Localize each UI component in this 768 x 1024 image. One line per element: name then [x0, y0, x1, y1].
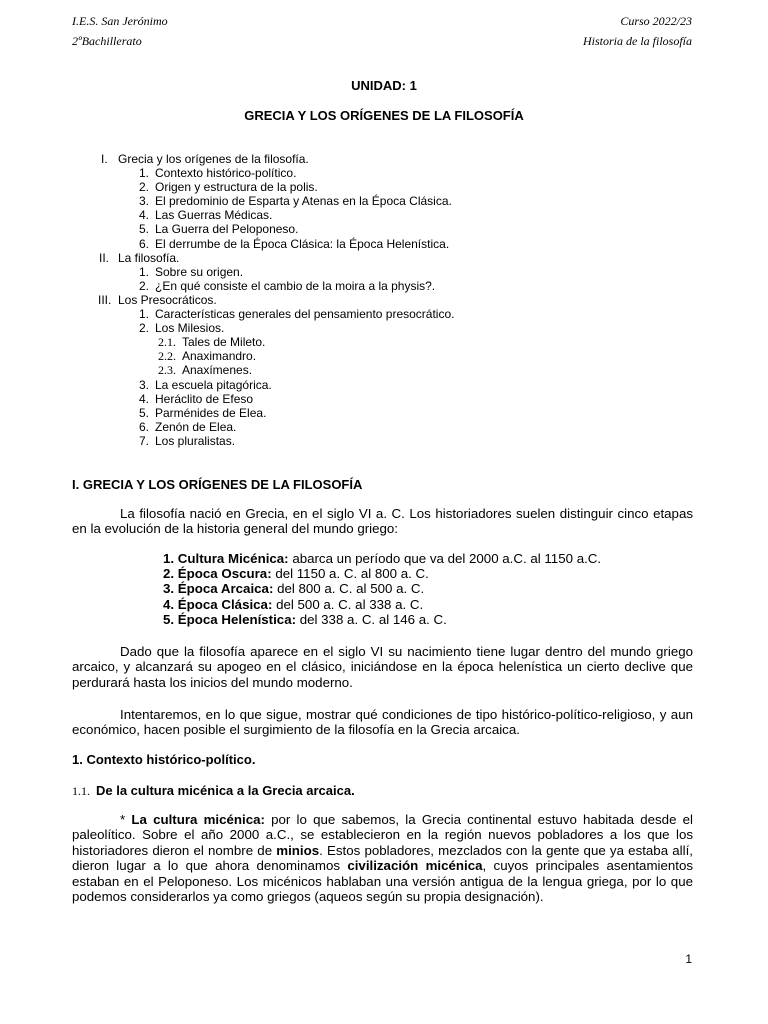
toc-item-number: 3.	[138, 377, 149, 392]
p4-text: , cuyos principales asentamientos estaban en el Peloponeso. Los micénicos hablaban una versión antigua de la lengua griega, por lo que podemos considerarlos ya como griegos (aqueos según su propia designación).	[72, 858, 694, 905]
toc-item-number: 5.	[138, 405, 149, 420]
toc-item-number: 3.	[138, 194, 149, 209]
etapa-text: del 500 a. C. al 338 a. C.	[272, 596, 424, 612]
etapa-label: 2. Época Oscura:	[163, 566, 272, 582]
toc-item-number: 1.	[138, 307, 149, 322]
header-school: I.E.S. San Jerónimo	[72, 14, 168, 28]
toc-item	[0, 222, 768, 236]
subsubsection-number: 1.1.	[72, 784, 90, 798]
toc-item-label: Las Guerras Médicas.	[155, 208, 273, 223]
toc-item	[0, 378, 768, 392]
etapa-text: abarca un período que va del 2000 a.C. al 1150 a.C.	[288, 551, 602, 566]
header-subject: Historia de la filosofía	[582, 34, 692, 48]
toc-item	[0, 208, 768, 222]
etapas-list	[163, 551, 601, 627]
etapa-item	[163, 612, 601, 627]
toc-item-label: El predominio de Esparta y Atenas en la Época Clásica.	[155, 194, 452, 209]
subsubsection-title: De la cultura micénica a la Grecia arcaica.	[96, 783, 355, 798]
toc-item	[0, 420, 768, 434]
toc-item-number: 2.	[138, 278, 149, 293]
toc-item-label: Tales de Mileto.	[182, 335, 266, 350]
toc-item-label: Los Presocráticos.	[118, 292, 217, 307]
toc-item	[0, 434, 768, 448]
etapa-label: 3. Época Arcaica:	[163, 581, 274, 597]
toc-item-label: El derrumbe de la Época Clásica: la Época Helenística.	[155, 236, 450, 251]
toc-item	[0, 293, 768, 307]
toc-item-number: 5.	[138, 222, 149, 237]
toc-item-label: Características generales del pensamiento presocrático.	[155, 307, 455, 322]
toc-item-label: Parménides de Elea.	[155, 405, 267, 420]
p4-text: *	[120, 812, 132, 827]
toc-item-label: La Guerra del Peloponeso.	[155, 222, 299, 237]
paragraph-3: Intentaremos, en lo que sigue, mostrar qué condiciones de tipo histórico-político-religioso, y aun económico, hacen posible el surgimiento de la filosofía en la Grecia arcaica.	[72, 707, 693, 738]
toc-item-number: 2.	[138, 321, 149, 336]
toc-item	[0, 279, 768, 293]
toc-item-label: Heráclito de Efeso	[155, 391, 254, 406]
etapa-item	[163, 581, 601, 596]
toc-item-label: Sobre su origen.	[155, 264, 244, 279]
toc-item	[0, 152, 768, 166]
table-of-contents	[0, 152, 768, 448]
etapa-text: del 800 a. C. al 500 a. C.	[273, 581, 425, 597]
toc-item	[0, 180, 768, 194]
toc-item	[0, 166, 768, 180]
etapa-label: 4. Época Clásica:	[163, 596, 273, 612]
paragraph-2: Dado que la filosofía aparece en el siglo VI su nacimiento tiene lugar dentro del mundo griego arcaico, y alcanzará su apogeo en el clásico, iniciándose en la época helenística un cierto declive que perdurará hasta los inicios del mundo moderno.	[72, 644, 693, 690]
etapa-text: del 1150 a. C. al 800 a. C.	[271, 566, 429, 582]
toc-item-number: 7.	[138, 433, 149, 448]
header-level: 2ºBachillerato	[72, 34, 142, 48]
etapa-label: 1. Cultura Micénica:	[163, 551, 289, 566]
intro-paragraph: La filosofía nació en Grecia, en el siglo VI a. C. Los historiadores suelen distinguir cinco etapas en la evolución de la historia general del mundo griego:	[72, 506, 693, 537]
page-number: 1	[685, 952, 692, 966]
toc-item-label: Grecia y los orígenes de la filosofía.	[118, 152, 309, 166]
toc-item	[0, 265, 768, 279]
toc-item-label: Los Milesios.	[155, 321, 225, 336]
toc-item-number: 1.	[138, 166, 149, 181]
p4-bold: minios	[276, 842, 320, 858]
toc-item-number: 2.3.	[158, 363, 176, 378]
toc-item-number: 2.	[138, 180, 149, 195]
p4-bold: La cultura micénica:	[131, 812, 265, 827]
toc-item	[0, 237, 768, 251]
toc-item-label: La filosofía.	[118, 250, 180, 265]
toc-item-number: III.	[98, 292, 112, 307]
toc-item	[0, 392, 768, 406]
toc-item-label: Zenón de Elea.	[155, 419, 237, 434]
toc-item-number: 2.2.	[158, 349, 176, 364]
section-title: I. GRECIA Y LOS ORÍGENES DE LA FILOSOFÍA	[72, 477, 363, 492]
etapa-label: 5. Época Helenística:	[163, 611, 297, 627]
toc-item	[0, 406, 768, 420]
toc-item-label: Contexto histórico-político.	[155, 166, 297, 181]
toc-item	[0, 363, 768, 377]
toc-item-number: 2.1.	[158, 335, 176, 350]
toc-item	[0, 307, 768, 321]
toc-item-number: 6.	[138, 419, 149, 434]
unit-title: UNIDAD: 1	[351, 78, 417, 93]
unit-subtitle: GRECIA Y LOS ORÍGENES DE LA FILOSOFÍA	[244, 108, 524, 123]
toc-item	[0, 251, 768, 265]
toc-item-number: 1.	[138, 264, 149, 279]
paragraph-4	[72, 812, 693, 904]
toc-item-number: 6.	[138, 236, 149, 251]
toc-item	[0, 349, 768, 363]
toc-item-number: 4.	[138, 391, 149, 406]
etapa-item	[163, 566, 601, 581]
toc-item-label: La escuela pitagórica.	[155, 377, 272, 392]
header-course: Curso 2022/23	[620, 14, 692, 28]
toc-item-label: Anaximandro.	[182, 349, 257, 364]
toc-item-label: Anaxímenes.	[182, 363, 253, 378]
toc-item-number: I.	[101, 152, 108, 166]
etapa-item	[163, 551, 601, 566]
toc-item	[0, 321, 768, 335]
subsection-title: 1. Contexto histórico-político.	[72, 752, 256, 767]
toc-item-number: II.	[99, 250, 110, 265]
p4-text: . Estos pobladores, mezclados con la gente que ya estaba allí, dieron lugar a lo que ahora denominamos	[72, 842, 693, 874]
etapa-text: del 338 a. C. al 146 a. C.	[296, 611, 447, 627]
etapa-item	[163, 597, 601, 612]
p4-text: por lo que sabemos, la Grecia continental estuvo habitada desde el paleolítico. Sobre el año 2000 a.C., se establecieron en la región nuevos pobladores a los que los historiadores dieron el nombre de	[72, 812, 694, 858]
toc-item-label: ¿En qué consiste el cambio de la moira a la physis?.	[155, 278, 436, 293]
toc-item	[0, 335, 768, 349]
toc-item	[0, 194, 768, 208]
subsubsection-heading	[72, 783, 355, 799]
toc-item-label: Los pluralistas.	[155, 433, 236, 448]
p4-bold: civilización micénica	[347, 858, 483, 874]
toc-item-label: Origen y estructura de la polis.	[155, 180, 318, 195]
toc-item-number: 4.	[138, 208, 149, 223]
